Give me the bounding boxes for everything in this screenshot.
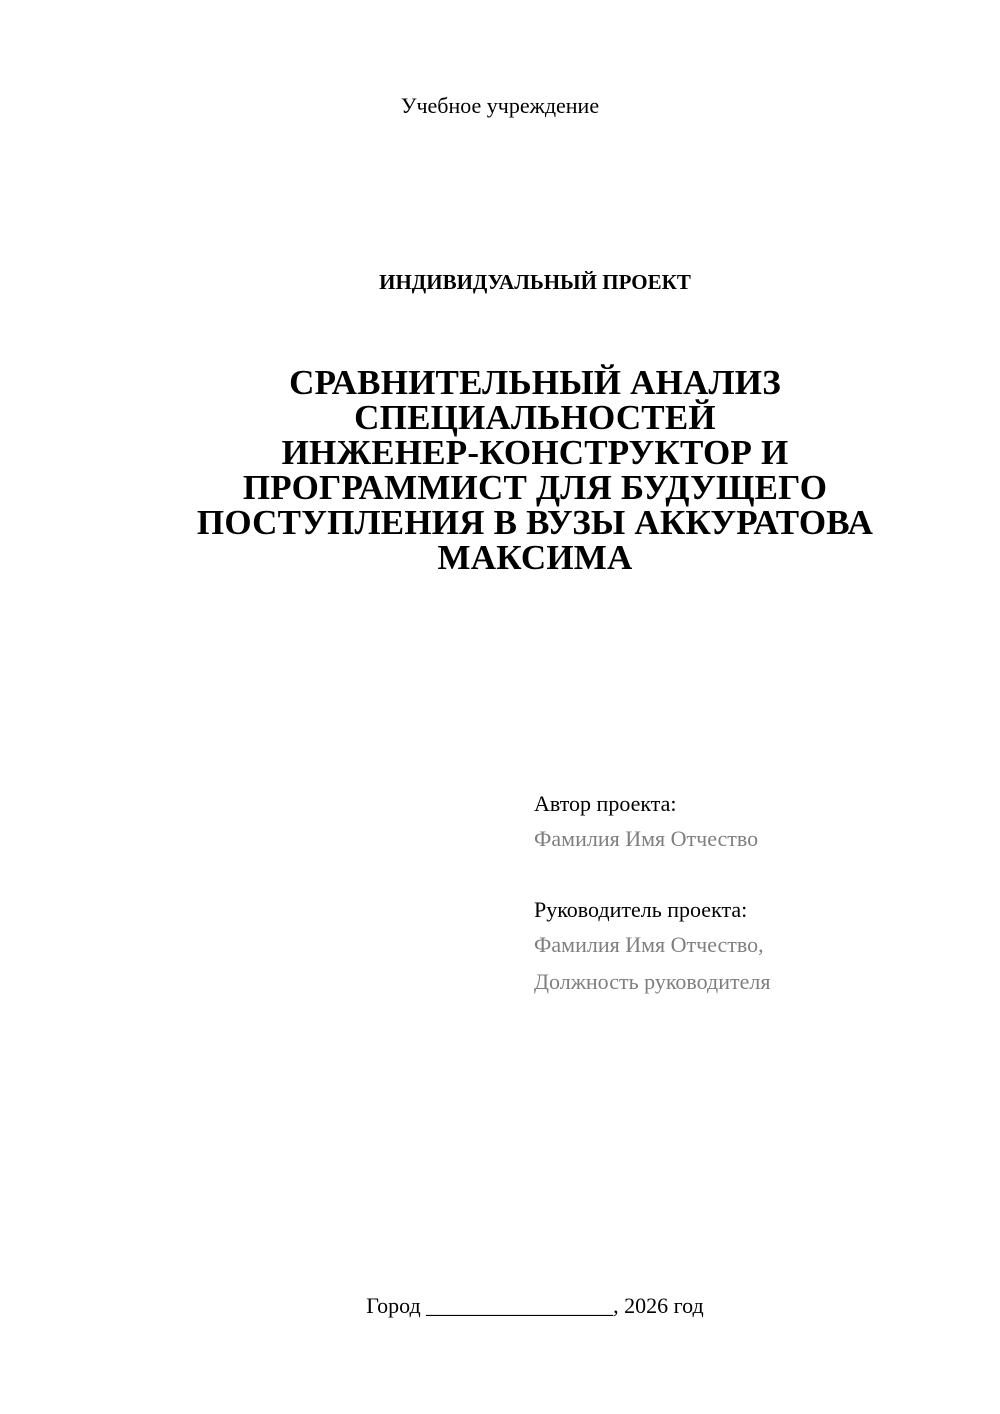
supervisor-name: Фамилия Имя Отчество, [534,932,764,957]
project-type-heading: ИНДИВИДУАЛЬНЫЙ ПРОЕКТ [379,270,691,294]
supervisor-block [534,896,954,996]
title-line: ПРОГРАММИСТ ДЛЯ БУДУЩЕГО [242,468,828,507]
author-block [534,790,954,853]
title-line: ИНЖЕНЕР-КОНСТРУКТОР И [281,433,789,472]
title-line: МАКСИМА [437,538,633,577]
title-line: ПОСТУПЛЕНИЯ В ВУЗЫ АККУРАТОВА [196,503,874,542]
author-label: Автор проекта: [534,791,677,816]
city-year-footer: Город _________________, 2026 год [366,1293,704,1318]
title-line: СРАВНИТЕЛЬНЫЙ АНАЛИЗ [289,363,781,402]
title-line: СПЕЦИАЛЬНОСТЕЙ [354,398,716,437]
supervisor-position: Должность руководителя [534,969,771,994]
author-name: Фамилия Имя Отчество [534,826,759,851]
project-title [130,365,940,575]
supervisor-label: Руководитель проекта: [534,897,748,922]
institution-name: Учебное учреждение [400,93,600,118]
